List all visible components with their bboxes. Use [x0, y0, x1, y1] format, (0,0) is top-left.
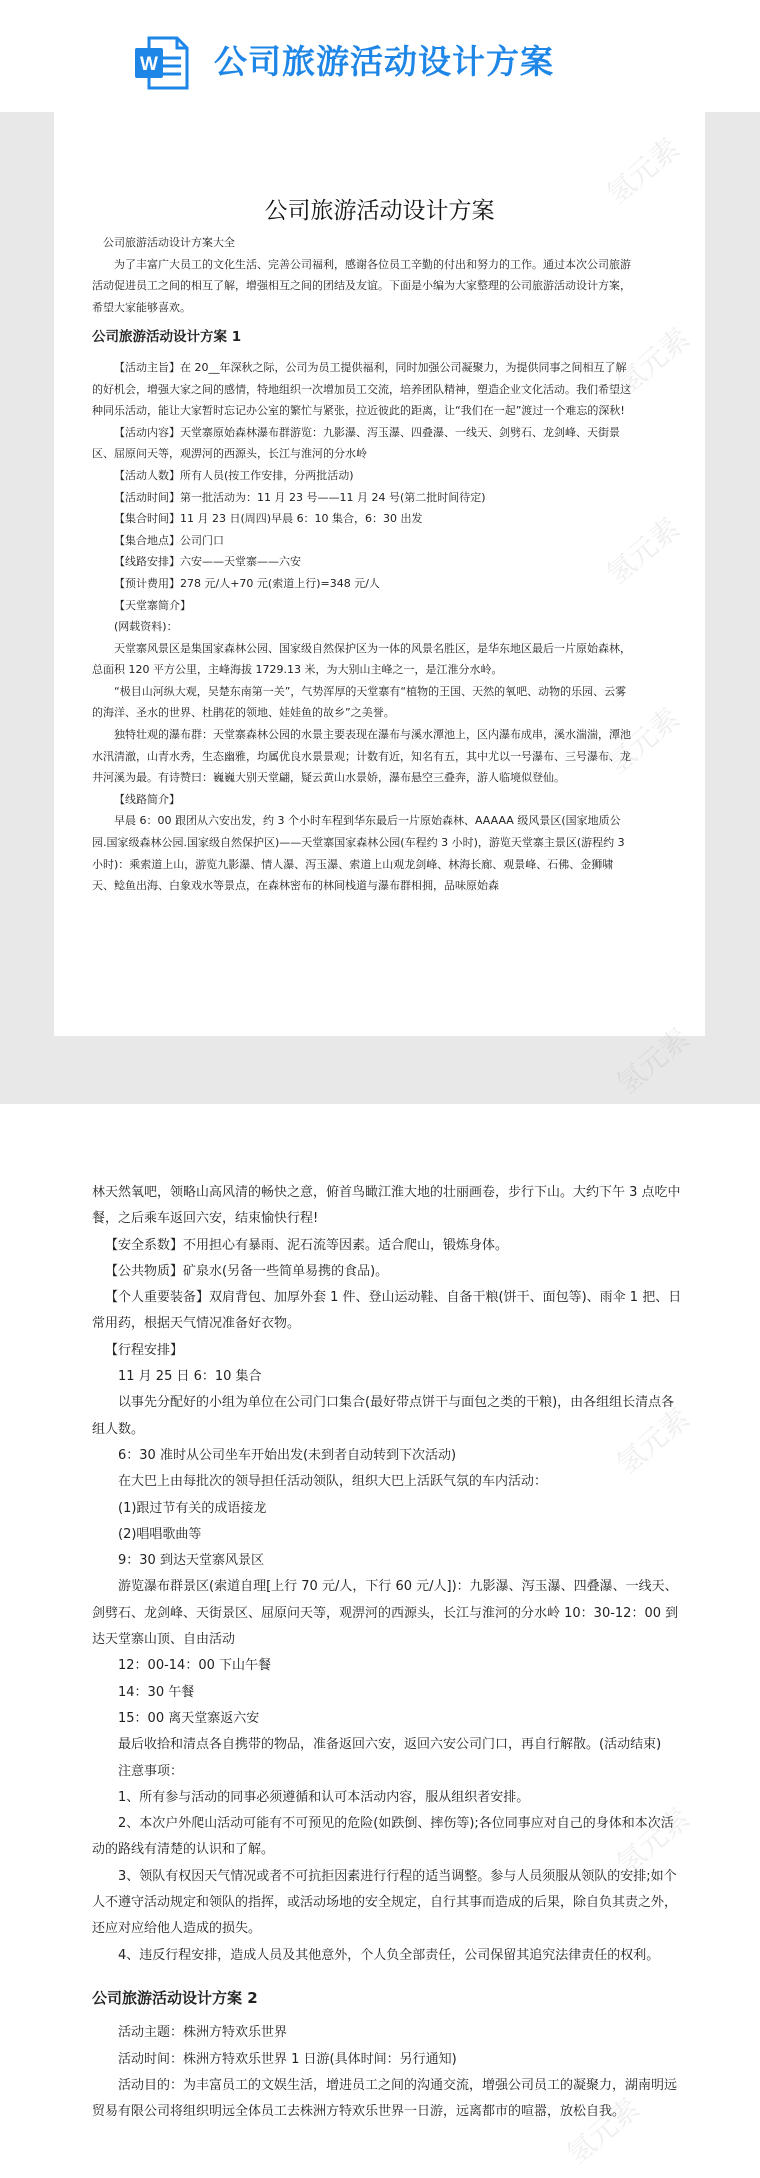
header-title: 公司旅游活动设计方案 — [214, 42, 554, 81]
paragraph: 最后收拾和清点各自携带的物品，准备返回六安，返回六安公司门口，再自行解散。(活动结束) — [118, 1737, 662, 1753]
paragraph: 14：30 午餐 — [118, 1684, 195, 1700]
paragraph: 独特壮观的瀑布群：天堂寨森林公园的水景主要表现在瀑布与溪水潭池上，区内瀑布成串，溪水湍湍，潭池水汛清澈，山青水秀，生态幽雅，均属优良水景景观；计数有近，知名有五，其中尤以一号瀑布、三号瀑布、龙井河溪为最。有诗赞曰：巍巍大别天堂翩，疑云黄山水景娇，瀑布悬空三叠奔，游人临境似登仙。 — [92, 728, 631, 785]
paragraph: 1、所有参与活动的同事必须遵循和认可本活动内容，服从组织者安排。 — [118, 1789, 530, 1805]
paragraph: 在大巴上由每批次的领导担任活动领队，组织大巴上活跃气氛的车内活动： — [118, 1474, 548, 1490]
paragraph: “极目山河纵大观，吴楚东南第一关”，气势浑厚的天堂寨有“植物的王国、天然的氧吧、动物的乐园、云雾的海洋、圣水的世界、杜鹃花的领地、娃娃鱼的故乡”之美誉。 — [92, 684, 627, 720]
paragraph: 6：30 准时从公司坐车开始出发(未到者自动转到下次活动) — [118, 1447, 457, 1463]
paragraph: 活动时间：株洲方特欢乐世界 1 日游(具体时间：另行通知) — [118, 2051, 457, 2067]
paragraph: 【活动内容】天堂寨原始森林瀑布群游览：九影瀑、泻玉瀑、四叠瀑、一线天、剑劈石、龙剑峰、天街景区、屈原问天等，观淠河的西源头，长江与淮河的分水岭 — [92, 425, 620, 461]
paragraph: (2)唱唱歌曲等 — [118, 1526, 202, 1542]
paragraph: 公司旅游活动设计方案大全 — [103, 236, 235, 249]
paragraph: 2、本次户外爬山活动可能有不可预见的危险(如跌倒、摔伤等);各位同事应对自己的身体和本次活动的路线有清楚的认识和了解。 — [92, 1816, 674, 1858]
paragraph: 【集合地点】公司门口 — [114, 533, 224, 547]
document-title: 公司旅游活动设计方案 — [264, 198, 495, 224]
header-banner — [0, 0, 760, 112]
paragraph: 【公共物质】矿泉水(另备一些简单易携的食品)。 — [105, 1263, 389, 1279]
section-heading: 公司旅游活动设计方案 2 — [92, 1988, 258, 2007]
svg-text:W: W — [140, 54, 158, 75]
paragraph: 游览瀑布群景区(索道自理[上行 70 元/人，下行 60 元/人])：九影瀑、泻玉瀑、四叠瀑、一线天、剑劈石、龙剑峰、天街景区、屈原问天等，观淠河的西源头，长江与淮河的分水岭 10：30-12：00 到达天堂寨山顶、自由活动 — [92, 1579, 679, 1648]
paragraph: 为了丰富广大员工的文化生活、完善公司福利，感谢各位员工辛勤的付出和努力的工作。通过本次公司旅游活动促进员工之间的相互了解，增强相互之间的团结及友谊。下面是小编为大家整理的公司旅游活动设计方案，希望大家能够喜欢。 — [92, 257, 631, 314]
paragraph: 天堂寨风景区是集国家森林公园、国家级自然保护区为一体的风景名胜区，是华东地区最后一片原始森林，总面积 120 平方公里，主峰海拔 1729.13 米，为大别山主峰之一，是江淮分水岭。 — [92, 641, 631, 677]
paragraph: 9：30 到达天堂寨风景区 — [118, 1553, 264, 1569]
watermark-text: 氢元素 — [610, 1801, 696, 1881]
paragraph: 11 月 25 日 6：10 集合 — [118, 1369, 262, 1385]
paragraph: (1)跟过节有关的成语接龙 — [118, 1500, 267, 1516]
paragraph: 3、领队有权因天气情况或者不可抗拒因素进行行程的适当调整。参与人员须服从领队的安排;如个人不遵守活动规定和领队的指挥，或活动场地的安全规定，自行其事而造成的后果，除自负其责之外，还应对应给他人造成的损失。 — [92, 1868, 678, 1937]
paragraph: 活动主题：株洲方特欢乐世界 — [118, 2025, 288, 2041]
paragraph: 活动目的：为丰富员工的文娱生活，增进员工之间的沟通交流，增强公司员工的凝聚力，湖南明远贸易有限公司将组织明远全体员工去株洲方特欢乐世界一日游，远离都市的喧嚣，放松自我。 — [92, 2077, 678, 2120]
watermark-text: 氢元素 — [560, 2091, 646, 2171]
paragraph: 以事先分配好的小组为单位在公司门口集合(最好带点饼干与面包之类的干粮)，由各组组长清点各组人数。 — [92, 1395, 675, 1437]
paragraph: 4、违反行程安排，造成人员及其他意外，个人负全部责任，公司保留其追究法律责任的权利。 — [118, 1947, 660, 1963]
paragraph: 【个人重要装备】双肩背包、加厚外套 1 件、登山运动鞋、自备干粮(饼干、面包等)、雨伞 1 把、日常用药，根据天气情况准备好衣物。 — [92, 1290, 682, 1332]
paragraph: 【安全系数】不用担心有暴雨、泥石流等因素。适合爬山，锻炼身体。 — [105, 1237, 509, 1253]
paragraph: 注意事项： — [118, 1763, 184, 1779]
page-2-body — [92, 1180, 682, 2125]
paragraph: 【集合时间】11 月 23 日(周四)早晨 6：10 集合，6：30 出发 — [114, 512, 423, 526]
paragraph: 【线路简介】 — [114, 792, 180, 806]
paragraph: 【活动时间】第一批活动为：11 月 23 号——11 月 24 号(第二批时间待定) — [114, 490, 486, 504]
paragraph: 【活动主旨】在 20__年深秋之际，公司为员工提供福利，同时加强公司凝聚力，为提供同事之间相互了解的好机会，增强大家之间的感情，特地组织一次增加员工交流，培养团队精神，塑造企业文化活动。我们希望这种同乐活动，能让大家暂时忘记办公室的繁忙与紧张，拉近彼此的距离，让“我们在一起”渡过一个难忘的深秋! — [92, 360, 631, 418]
paragraph: 【线路安排】六安——天堂寨——六安 — [114, 555, 301, 569]
page-1-body — [92, 232, 632, 897]
section-heading: 公司旅游活动设计方案 1 — [92, 329, 242, 346]
paragraph: 15：00 离天堂寨返六安 — [118, 1710, 260, 1726]
paragraph: 【天堂寨简介】 — [114, 598, 191, 612]
word-document-icon — [133, 34, 191, 92]
paragraph: 【行程安排】 — [105, 1342, 184, 1358]
paragraph: 【活动人数】所有人员(按工作安排，分两批活动) — [114, 468, 354, 482]
paragraph: 早晨 6：00 跟团从六安出发，约 3 个小时车程到华东最后一片原始森林、AAAAA 级风景区(国家地质公园.国家级森林公园.国家级自然保护区)——天堂寨国家森林公园(车程约 3 小时)，游览天堂寨主景区(游程约 3 小时)：乘索道上山，游览九影瀑、情人瀑、泻玉瀑、索道上山观龙剑峰、林海长廊、观景峰、石佛、金狮啸天、鲶鱼出海、白象戏水等景点，在森林密布的林间栈道与瀑布群相拥，品味原始森 — [92, 814, 625, 893]
paragraph: 12：00-14：00 下山午餐 — [118, 1658, 271, 1674]
paragraph: (网载资料)： — [114, 620, 178, 634]
paragraph: 【预计费用】278 元/人+70 元(索道上行)=348 元/人 — [114, 576, 380, 590]
paragraph: 林天然氧吧，领略山高风清的畅快之意，俯首鸟瞰江淮大地的壮丽画卷，步行下山。大约下午 3 点吃中餐，之后乘车返回六安，结束愉快行程! — [92, 1185, 681, 1227]
watermark-text: 氢元素 — [610, 1401, 696, 1481]
